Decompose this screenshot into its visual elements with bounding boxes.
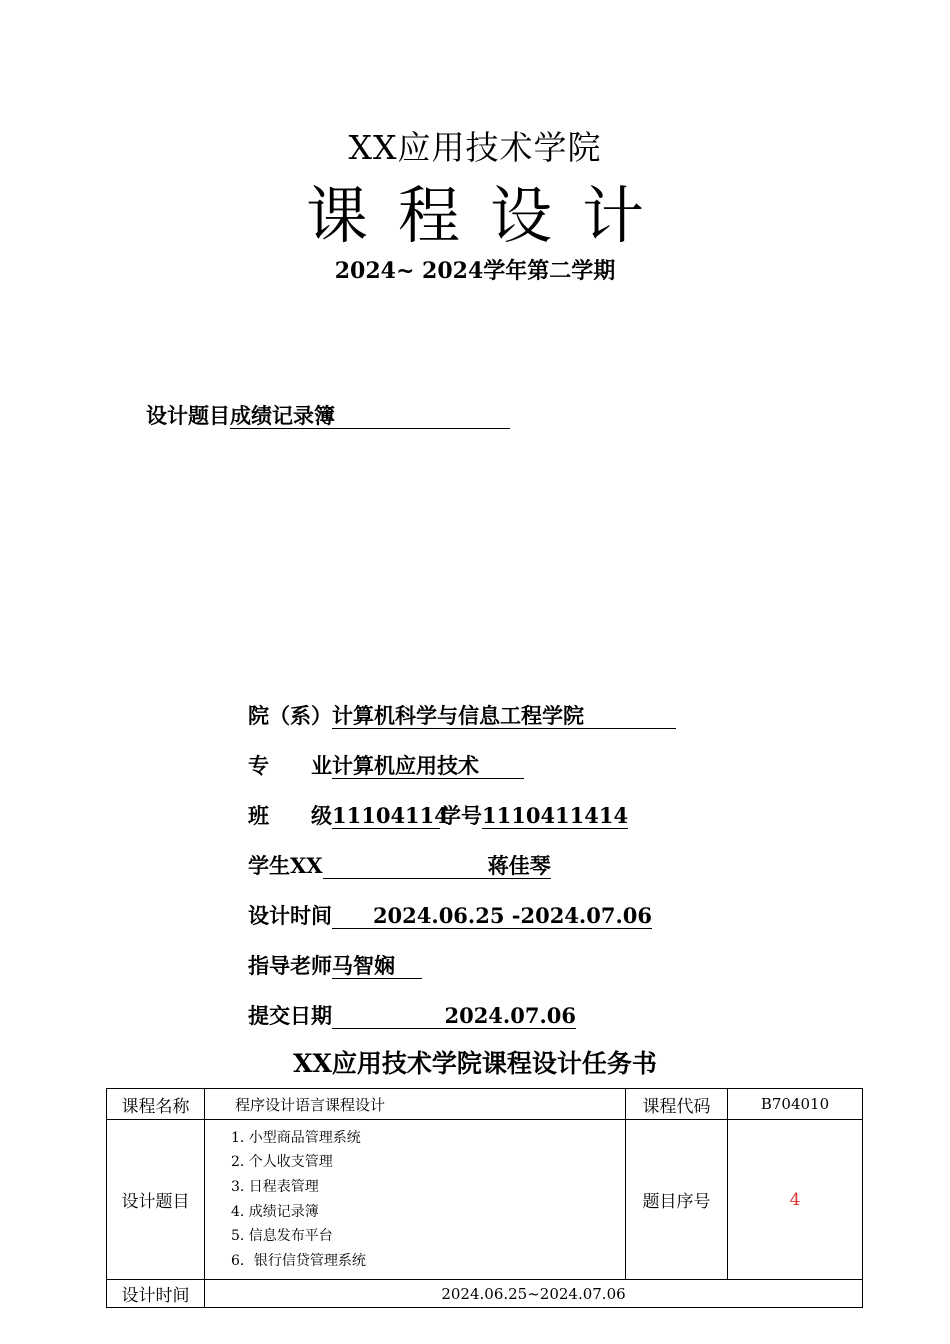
design-time-label: 设计时间 [248, 903, 332, 928]
class-row [248, 800, 628, 830]
topic-item: 3. 日程表管理 [231, 1178, 319, 1195]
design-period-label: 设计时间 [107, 1280, 205, 1308]
student-value: 蒋佳琴 [323, 854, 551, 879]
department-value: 计算机科学与信息工程学院 [332, 704, 676, 729]
student-id-label: 学号 [440, 803, 482, 828]
class-value: 11104114 [332, 803, 449, 828]
topic-item: 1. 小型商品管理系统 [231, 1129, 361, 1146]
topic-item: 4. 成绩记录簿 [231, 1203, 319, 1220]
topic-label: 设计题目 [146, 403, 230, 428]
topic-number-label: 题目序号 [626, 1120, 728, 1280]
table-row [107, 1089, 863, 1120]
major-value: 计算机应用技术 [332, 754, 524, 779]
topic-value: 成绩记录簿 [230, 404, 510, 429]
course-code-value: B704010 [728, 1089, 863, 1120]
student-id-value: 1110411414 [482, 803, 629, 828]
design-time-row [248, 900, 652, 930]
course-code-label: 课程代码 [626, 1089, 728, 1120]
table-row [107, 1120, 863, 1280]
topic-item: 2. 个人收支管理 [231, 1154, 333, 1171]
advisor-row [248, 950, 422, 980]
topic-item: 5. 信息发布平台 [231, 1228, 333, 1245]
college-name: XX应用技术学院 [348, 128, 602, 167]
course-name-label: 课程名称 [107, 1089, 205, 1120]
course-name-value: 程序设计语言课程设计 [205, 1089, 626, 1120]
topic-item: 6．银行信贷管理系统 [231, 1252, 366, 1269]
submit-date-row [248, 1000, 576, 1030]
student-label: 学生XX [248, 853, 323, 878]
department-row [248, 700, 676, 730]
topic-list-label: 设计题目 [107, 1120, 205, 1280]
document-title: 课程设计 [305, 179, 674, 252]
advisor-label: 指导老师 [248, 953, 332, 978]
semester: 2024~ 2024学年第二学期 [334, 258, 616, 284]
advisor-value: 马智娴 [332, 954, 422, 979]
task-book-title: XX应用技术学院课程设计任务书 [293, 1049, 657, 1078]
major-label: 专 业 [248, 753, 332, 778]
topic-row [146, 400, 510, 430]
department-label: 院（系） [248, 703, 332, 728]
topic-list [205, 1120, 626, 1280]
design-period-value: 2024.06.25~2024.07.06 [205, 1280, 863, 1308]
student-row [248, 850, 551, 880]
topic-number-value: 4 [728, 1120, 863, 1280]
design-time-value: 2024.06.25 -2024.07.06 [332, 904, 652, 929]
table-row [107, 1280, 863, 1308]
major-row [248, 750, 524, 780]
submit-date-value: 2024.07.06 [332, 1004, 576, 1029]
class-label: 班 级 [248, 803, 332, 828]
task-book-table [106, 1088, 863, 1308]
submit-date-label: 提交日期 [248, 1003, 332, 1028]
